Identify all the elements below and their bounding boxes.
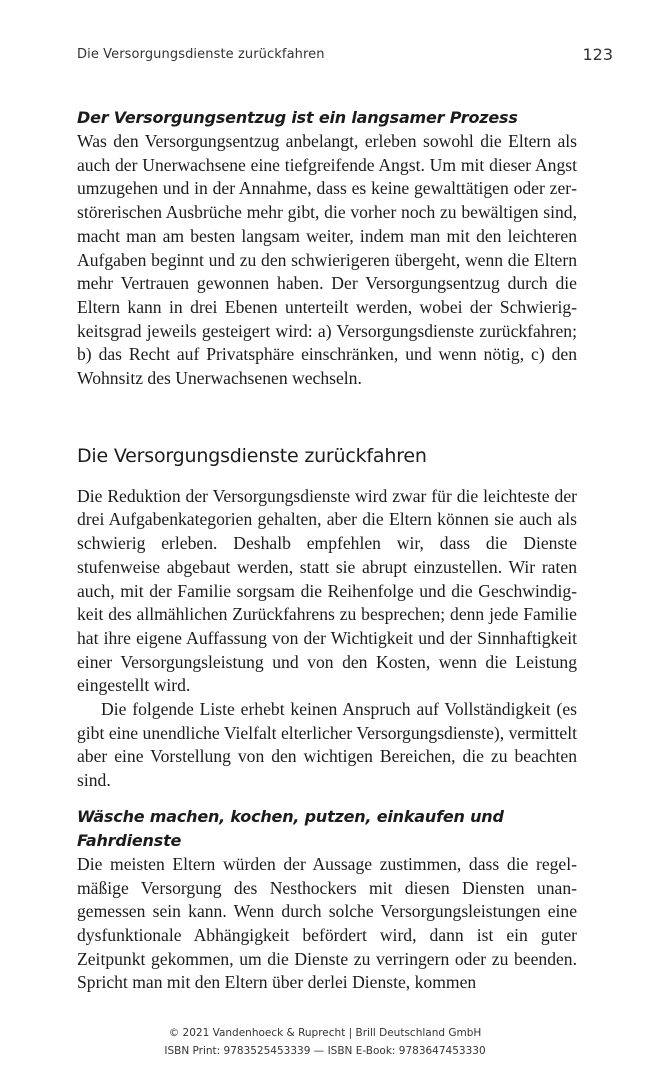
subsection-heading-1: Der Versorgungsentzug ist ein langsamer Prozess [77,108,518,127]
page-number: 123 [582,45,613,64]
body-paragraph-3: Die folgende Liste erhebt keinen Anspruch auf Vollständigkeit (es gibt eine unendliche Vielfalt elterlicher Versorgungsdienste), vermittelt aber eine Vorstellung von den wichtigen Bereichen, die zu beachten sind. [77,699,577,791]
section-heading: Die Versorgungsdienste zurückfahren [77,444,427,467]
footer-isbn: ISBN Print: 9783525453339 — ISBN E-Book: 9783647453330 [164,1045,486,1057]
page-content [77,106,577,995]
body-paragraph-4: Die meisten Eltern würden der Aussage zustimmen, dass die regelmäßige Versorgung des Nesthockers mit diesen Diensten unangemessen sein kann. Wenn durch solche Versorgungsleistungen eine dysfunktionale Abhängigkeit befördert wird, dann ist ein guter Zeitpunkt gekommen, um die Dienste zu verringern oder zu beenden. Spricht man mit den Eltern über derlei Dienste, kommen [77,853,577,993]
body-paragraph-2: Die Reduktion der Versorgungsdienste wird zwar für die leichteste der drei Aufgabenkategorien gehalten, aber die Eltern können sie auch als schwierig erleben. Deshalb empfehlen wir, dass die Dienste stufenweise abgebaut werden, statt sie abrupt einzustellen. Wir raten auch, mit der Familie sorgsam die Reihenfolge und die Geschwindigkeit des allmählichen Zurückfahrens zu besprechen; denn jede Familie hat ihre eigene Auffassung von der Wichtigkeit und der Sinnhaftigkeit einer Versorgungsleistung und von den Kosten, wenn die Leistung eingestellt wird. [77,485,577,696]
subsection-heading-2: Wäsche machen, kochen, putzen, einkaufen und Fahrdienste [77,806,504,850]
footer-copyright: © 2021 Vandenhoeck & Ruprecht | Brill Deutschland GmbH [168,1027,482,1039]
running-head: Die Versorgungsdienste zurückfahren [77,47,325,62]
body-paragraph-1: Was den Versorgungsentzug anbelangt, erleben sowohl die Eltern als auch der Unerwachsene eine tiefgreifende Angst. Um mit dieser Angst umzugehen und in der Annahme, dass es keine gewalttätigen oder zerstörerischen Ausbrüche mehr gibt, die vorher noch zu bewältigen sind, macht man am besten langsam weiter, indem man mit den leichteren Aufgaben beginnt und zu den schwierigeren übergeht, wenn die Eltern mehr Vertrauen gewonnen haben. Der Versorgungsentzug durch die Eltern kann in drei Ebenen unterteilt werden, wobei der Schwierigkeitsgrad jeweils gesteigert wird: a) Versorgungsdienste zurückfahren; b) das Recht auf Privatsphäre einschränken, und wenn nötig, c) den Wohnsitz des Unerwachsenen wechseln. [77,131,577,389]
